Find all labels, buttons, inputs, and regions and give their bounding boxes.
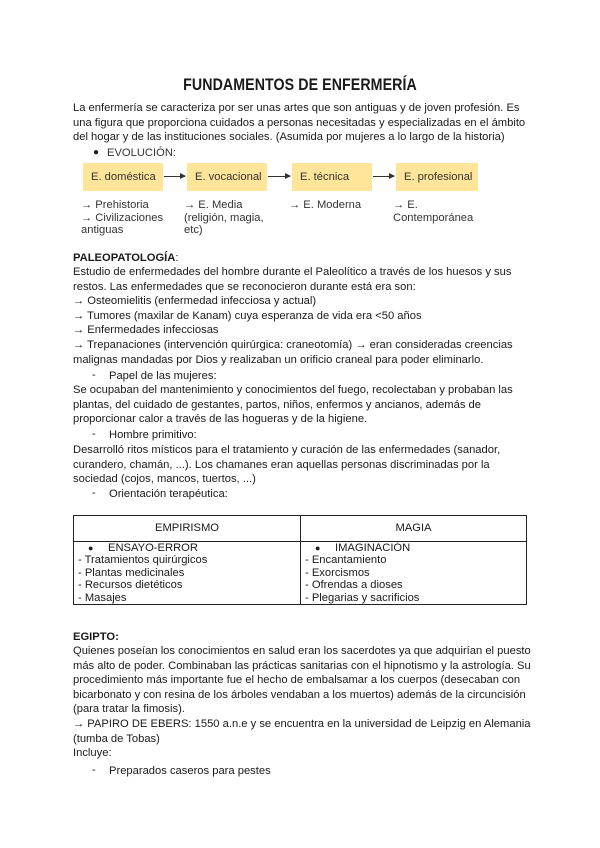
- orientation-item: Orientación terapéutica:: [109, 488, 228, 500]
- evolution-label: EVOLUCIÓN:: [107, 147, 177, 159]
- flow-sub-line: antiguas: [81, 224, 124, 237]
- flow-box-tecnica: E. técnica: [292, 163, 372, 191]
- text-line: procedimiento más importante fue el hecho de embalsamar a los cuerpos (desecaban con: [73, 674, 521, 687]
- text-line: → Osteomielitis (enfermedad infecciosa y actual): [73, 295, 317, 308]
- list-item: - Exorcismos: [305, 566, 370, 579]
- flow-sub-line: etc): [184, 224, 203, 237]
- list-heading: [78, 542, 296, 554]
- list-item: - Masajes: [78, 591, 127, 604]
- list-heading-text: IMAGINACIÓN: [335, 542, 411, 554]
- list-heading-text: ENSAYO-ERROR: [108, 542, 198, 554]
- egipto-item: Preparados caseros para pestes: [109, 765, 271, 777]
- flow-sub-line: → E.: [393, 199, 418, 211]
- table-cell-magia: [301, 542, 527, 605]
- paleo-paragraph: [73, 265, 543, 367]
- dash-bullet: -: [92, 428, 96, 440]
- text-line: bicarbonato y con resina de los árboles vendaban a los muertos) además de la circuncisión: [73, 688, 526, 701]
- women-paragraph: [73, 383, 543, 427]
- text-line: restos. Las enfermedades que se reconocieron durante está era son:: [73, 280, 416, 293]
- text-line: más alto de poder. Combinaban las prácticas sanitarias con el hipnotismo y la astrología. Su: [73, 659, 531, 672]
- text-line: → Trepanaciones (intervención quirúrgica: craneotomía) → eran consideradas creencias: [73, 338, 513, 351]
- text-line: Desarrolló ritos místicos para el tratamiento y curación de las enfermedades (sanador,: [73, 444, 501, 456]
- list-item: - Plegarias y sacrificios: [305, 591, 420, 604]
- paleo-heading: [73, 251, 533, 266]
- flow-sub-line: → E. Moderna: [289, 199, 362, 211]
- text-line: proporcionar calor a través de las hogueras y de la higiene.: [73, 413, 368, 426]
- text-line: (tumba de Tobas): [73, 732, 160, 745]
- text-line: Estudio de enfermedades del hombre durante el Paleolítico a través de los huesos y sus: [73, 266, 512, 278]
- list-item: - Ofrendas a dioses: [305, 579, 403, 592]
- flow-box-vocacional: E. vocacional: [187, 163, 267, 191]
- paleo-heading-text: PALEOPATOLOGÍA: [73, 252, 176, 264]
- flow-arrow: [268, 176, 290, 177]
- list-heading: [305, 542, 522, 554]
- egipto-heading: EGIPTO:: [73, 631, 119, 643]
- flow-sub-tecnica: [289, 199, 361, 212]
- text-line: Quienes poseían los conocimientos en salud eran los sacerdotes ya que adquirían el puesto: [73, 645, 531, 657]
- flow-sub-profesional: [393, 199, 473, 224]
- text-line: → PAPIRO DE EBERS: 1550 a.n.e y se encuentra en la universidad de Leipzig en Alemania: [73, 717, 531, 730]
- dash-bullet: -: [92, 487, 96, 499]
- flow-sub-line: Contemporánea: [393, 211, 474, 224]
- flow-sub-line: → Prehistoria: [81, 199, 149, 211]
- egipto-paragraph: [73, 644, 543, 761]
- text-line: Se ocupaban del mantenimiento y conocimientos del fuego, recolectaban y probaban las: [73, 384, 513, 396]
- flow-arrow: [373, 176, 394, 177]
- flow-arrow: [164, 176, 185, 177]
- women-item: Papel de las mujeres:: [109, 370, 217, 382]
- table-header-empirismo: EMPIRISMO: [74, 516, 301, 542]
- list-item: - Recursos dietéticos: [78, 579, 183, 592]
- paleo-heading-colon: :: [175, 252, 179, 264]
- flow-sub-line: (religión, magia,: [184, 211, 264, 224]
- table-cell-empirismo: [74, 542, 301, 605]
- text-line: Incluye:: [73, 747, 112, 760]
- bullet-dot: ●: [93, 147, 100, 158]
- list-item: - Encantamiento: [305, 554, 387, 567]
- flow-box-domestica: E. doméstica: [83, 163, 163, 191]
- list-item: - Plantas medicinales: [78, 566, 185, 579]
- flow-box-profesional: E. profesional: [396, 163, 478, 191]
- text-line: malignas mandadas por Dios y realizaban un orificio craneal para poder eliminarlo.: [73, 353, 484, 366]
- text-line: sociedad (cojos, mancos, tuertos, ...): [73, 473, 256, 486]
- man-paragraph: [73, 443, 543, 487]
- text-line: → Enfermedades infecciosas: [73, 324, 219, 337]
- flow-sub-domestica: [81, 199, 163, 237]
- list-item: - Tratamientos quirúrgicos: [78, 554, 208, 567]
- dash-bullet: -: [92, 369, 96, 381]
- intro-paragraph: La enfermería se caracteriza por ser unas artes que son antiguas y de joven profesión. Es una figura que proporciona cuidados a personas necesitadas y especializadas en el ámbito del hogar y de las instituciones sociales. (Asumida por mujeres a lo largo de la historia): [73, 102, 526, 144]
- text-line: → Tumores (maxilar de Kanam) cuya esperanza de vida era <50 años: [73, 309, 422, 322]
- flow-sub-vocacional: [184, 199, 264, 237]
- table-header-magia: MAGIA: [301, 516, 527, 542]
- flow-sub-line: → E. Media: [184, 199, 243, 211]
- page-title: FUNDAMENTOS DE ENFERMERÍA: [183, 76, 417, 94]
- text-line: curandero, chamán, ...). Los chamanes eran aquellas personas discriminadas por la: [73, 458, 490, 471]
- dash-bullet: -: [92, 764, 96, 776]
- flow-sub-line: → Civilizaciones: [81, 211, 164, 224]
- text-line: (para tratar la fimosis).: [73, 703, 185, 716]
- text-line: plantas, del cuidado de gestantes, partos, niños, enfermos y ancianos, además de: [73, 398, 481, 411]
- man-item: Hombre primitivo:: [109, 429, 197, 441]
- comparison-table: [73, 515, 527, 605]
